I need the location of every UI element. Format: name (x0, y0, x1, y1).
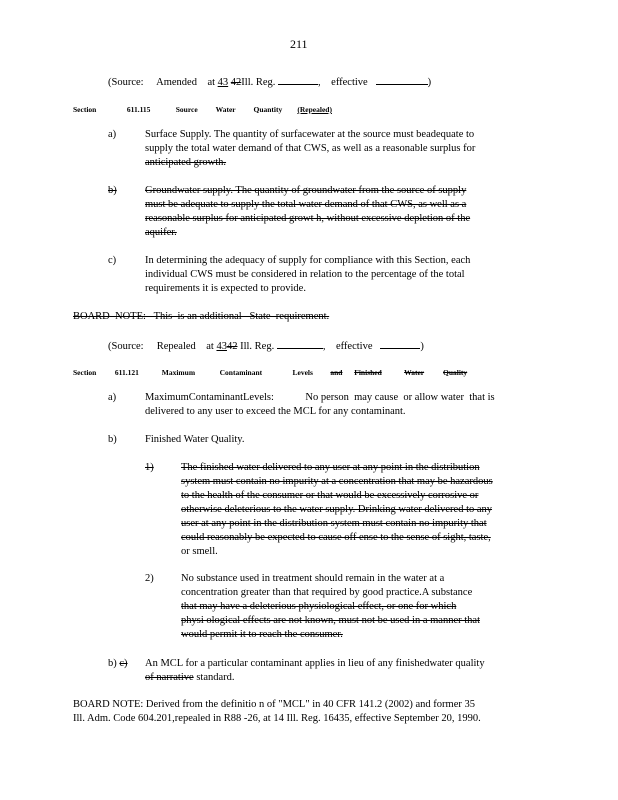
source-close: ) (420, 341, 424, 352)
subsection-a-text (145, 391, 510, 419)
text-line: In determining the adequacy of supply for compliance with this Section, each (145, 255, 471, 266)
text-line: MaximumContaminantLevels: No person may cause or allow water that is (145, 392, 495, 403)
subsection-relabel (108, 657, 128, 671)
source-effective: effective (331, 77, 368, 88)
section-label: Section (73, 368, 97, 377)
board-note-struck: BOARD NOTE: This is an additional State requirement. (73, 311, 330, 322)
struck-text-line: must be adequate to supply the total water demand of that CWS, as well as a (145, 199, 467, 210)
subsection-label: b) (108, 434, 117, 445)
section-title-word: Maximum (161, 368, 196, 377)
board-note (73, 698, 537, 726)
section-title-word: Source (175, 105, 198, 114)
struck-text-line: could reasonably be expected to cause off ense to the sense of sight, taste, (181, 532, 491, 543)
text-line: supply the total water demand of that CWS, as well as a reasonable surplus for (145, 143, 476, 154)
struck-text-line: that may have a deleterious physiological effect, or one for which (181, 601, 457, 612)
source-at: at (207, 77, 216, 88)
source-old-volume: 42 (226, 341, 238, 352)
text-line: No substance used in treatment should remain in the water at a (181, 573, 445, 584)
section-title-word: Quantity (253, 105, 283, 114)
subsection-c-text (145, 657, 535, 685)
struck-text-line: aquifer. (145, 227, 177, 238)
struck-text-line: to the health of the consumer or that would be excessively corrosive or (181, 490, 479, 501)
subsection-label-struck: b) (108, 185, 117, 196)
subsection-label-new: b) (108, 658, 117, 669)
section-title-struck: Quality (443, 368, 468, 377)
section-number: 611.121 (114, 368, 139, 377)
source-close: ) (427, 77, 432, 88)
section-label: Section (73, 105, 97, 114)
source-note-amended: (Source: Amended at 43 42Ill. Reg. , effective ) (108, 74, 431, 90)
source-at: at (206, 341, 214, 352)
section-repealed-mark: (Repealed) (297, 105, 332, 114)
struck-text-line: reasonable surplus for anticipated growt h, without excessive depletion of the (145, 213, 471, 224)
struck-text-line: Groundwater supply. The quantity of groundwater from the source of supply (145, 185, 467, 196)
subsection-label-old: c) (119, 658, 128, 669)
struck-text-line: otherwise deleterious to the water supply. Drinking water delivered to any (181, 504, 493, 515)
text-line: BOARD NOTE: Derived from the definitio n of "MCL" in 40 CFR 141.2 (2002) and former 35 (73, 699, 475, 710)
text-line: Surface Supply. The quantity of surfacewater at the source must beadequate to (145, 129, 475, 140)
struck-text-line: system must contain no impurity at a concentration that may be hazardous (181, 476, 493, 487)
source-old-volume: 42 (230, 77, 242, 88)
text-line: concentration greater than that required by good practice.A substance (181, 587, 473, 598)
source-action: Repealed (156, 341, 196, 352)
text-line: Ill. Adm. Code 604.201,repealed in R88 -26, at 14 Ill. Reg. 16435, effective September 20, 1990. (73, 713, 481, 724)
source-prefix: (Source: (108, 341, 144, 352)
page-number: 211 (290, 37, 308, 51)
section-title-word: Water (215, 105, 236, 114)
text-line: An MCL for a particular contaminant applies in lieu of any finishedwater quality (145, 658, 485, 669)
section-611-115-heading (73, 103, 362, 117)
struck-text-line: The finished water delivered to any user at any point in the distribution (181, 462, 480, 473)
item-2-text (181, 572, 522, 642)
source-effective: effective (335, 341, 373, 352)
subsection-label: a) (108, 129, 117, 140)
section-611-121-heading (73, 366, 473, 380)
section-title-struck: Finished (354, 368, 382, 377)
source-effective-blank (380, 338, 420, 349)
text-line: or smell. (181, 546, 218, 557)
section-title-struck: and (330, 368, 343, 377)
subsection-a-text (145, 128, 526, 170)
source-note-repealed: (Source: Repealed at 4342 Ill. Reg. , effective ) (108, 338, 424, 354)
source-reg: Ill. Reg. (240, 341, 275, 352)
text-line: individual CWS must be considered in relation to the percentage of the total (145, 269, 465, 280)
struck-word: of narrative (145, 672, 194, 683)
source-reg: Ill. Reg. (241, 77, 276, 88)
subsection-c-text (145, 254, 526, 296)
section-number: 611.115 (126, 105, 151, 114)
source-action: Amended (156, 77, 197, 88)
subsection-label: a) (108, 392, 117, 403)
section-title-struck: Water (404, 368, 425, 377)
text-line-wrap (145, 671, 535, 685)
text-line: requirements it is expected to provide. (145, 283, 306, 294)
source-reg-page-blank (278, 74, 318, 85)
section-title-word: Levels (292, 368, 313, 377)
subsection-b-text: Finished Water Quality. (145, 434, 245, 445)
text-line: delivered to any user to exceed the MCL for any contaminant. (145, 406, 406, 417)
struck-text-line: anticipated growth. (145, 157, 227, 168)
item-1-text (181, 461, 532, 559)
section-title-word: Contaminant (219, 368, 263, 377)
item-label-struck: 1) (145, 462, 154, 473)
struck-text-line: physi ological effects are not known, must not be used in a manner that (181, 615, 480, 626)
source-reg-page-blank (277, 338, 323, 349)
struck-text-line: would permit it to reach the consumer. (181, 629, 343, 640)
subsection-b-struck-text (145, 184, 526, 240)
source-new-volume: 43 (217, 77, 229, 88)
source-new-volume: 43 (216, 341, 227, 352)
text-tail: standard. (196, 672, 235, 683)
subsection-label: c) (108, 255, 117, 266)
source-effective-blank (376, 74, 428, 85)
item-label: 2) (145, 573, 154, 584)
source-prefix: (Source: (108, 77, 144, 88)
struck-text-line: user at any point in the distribution system must contain no impurity that (181, 518, 487, 529)
